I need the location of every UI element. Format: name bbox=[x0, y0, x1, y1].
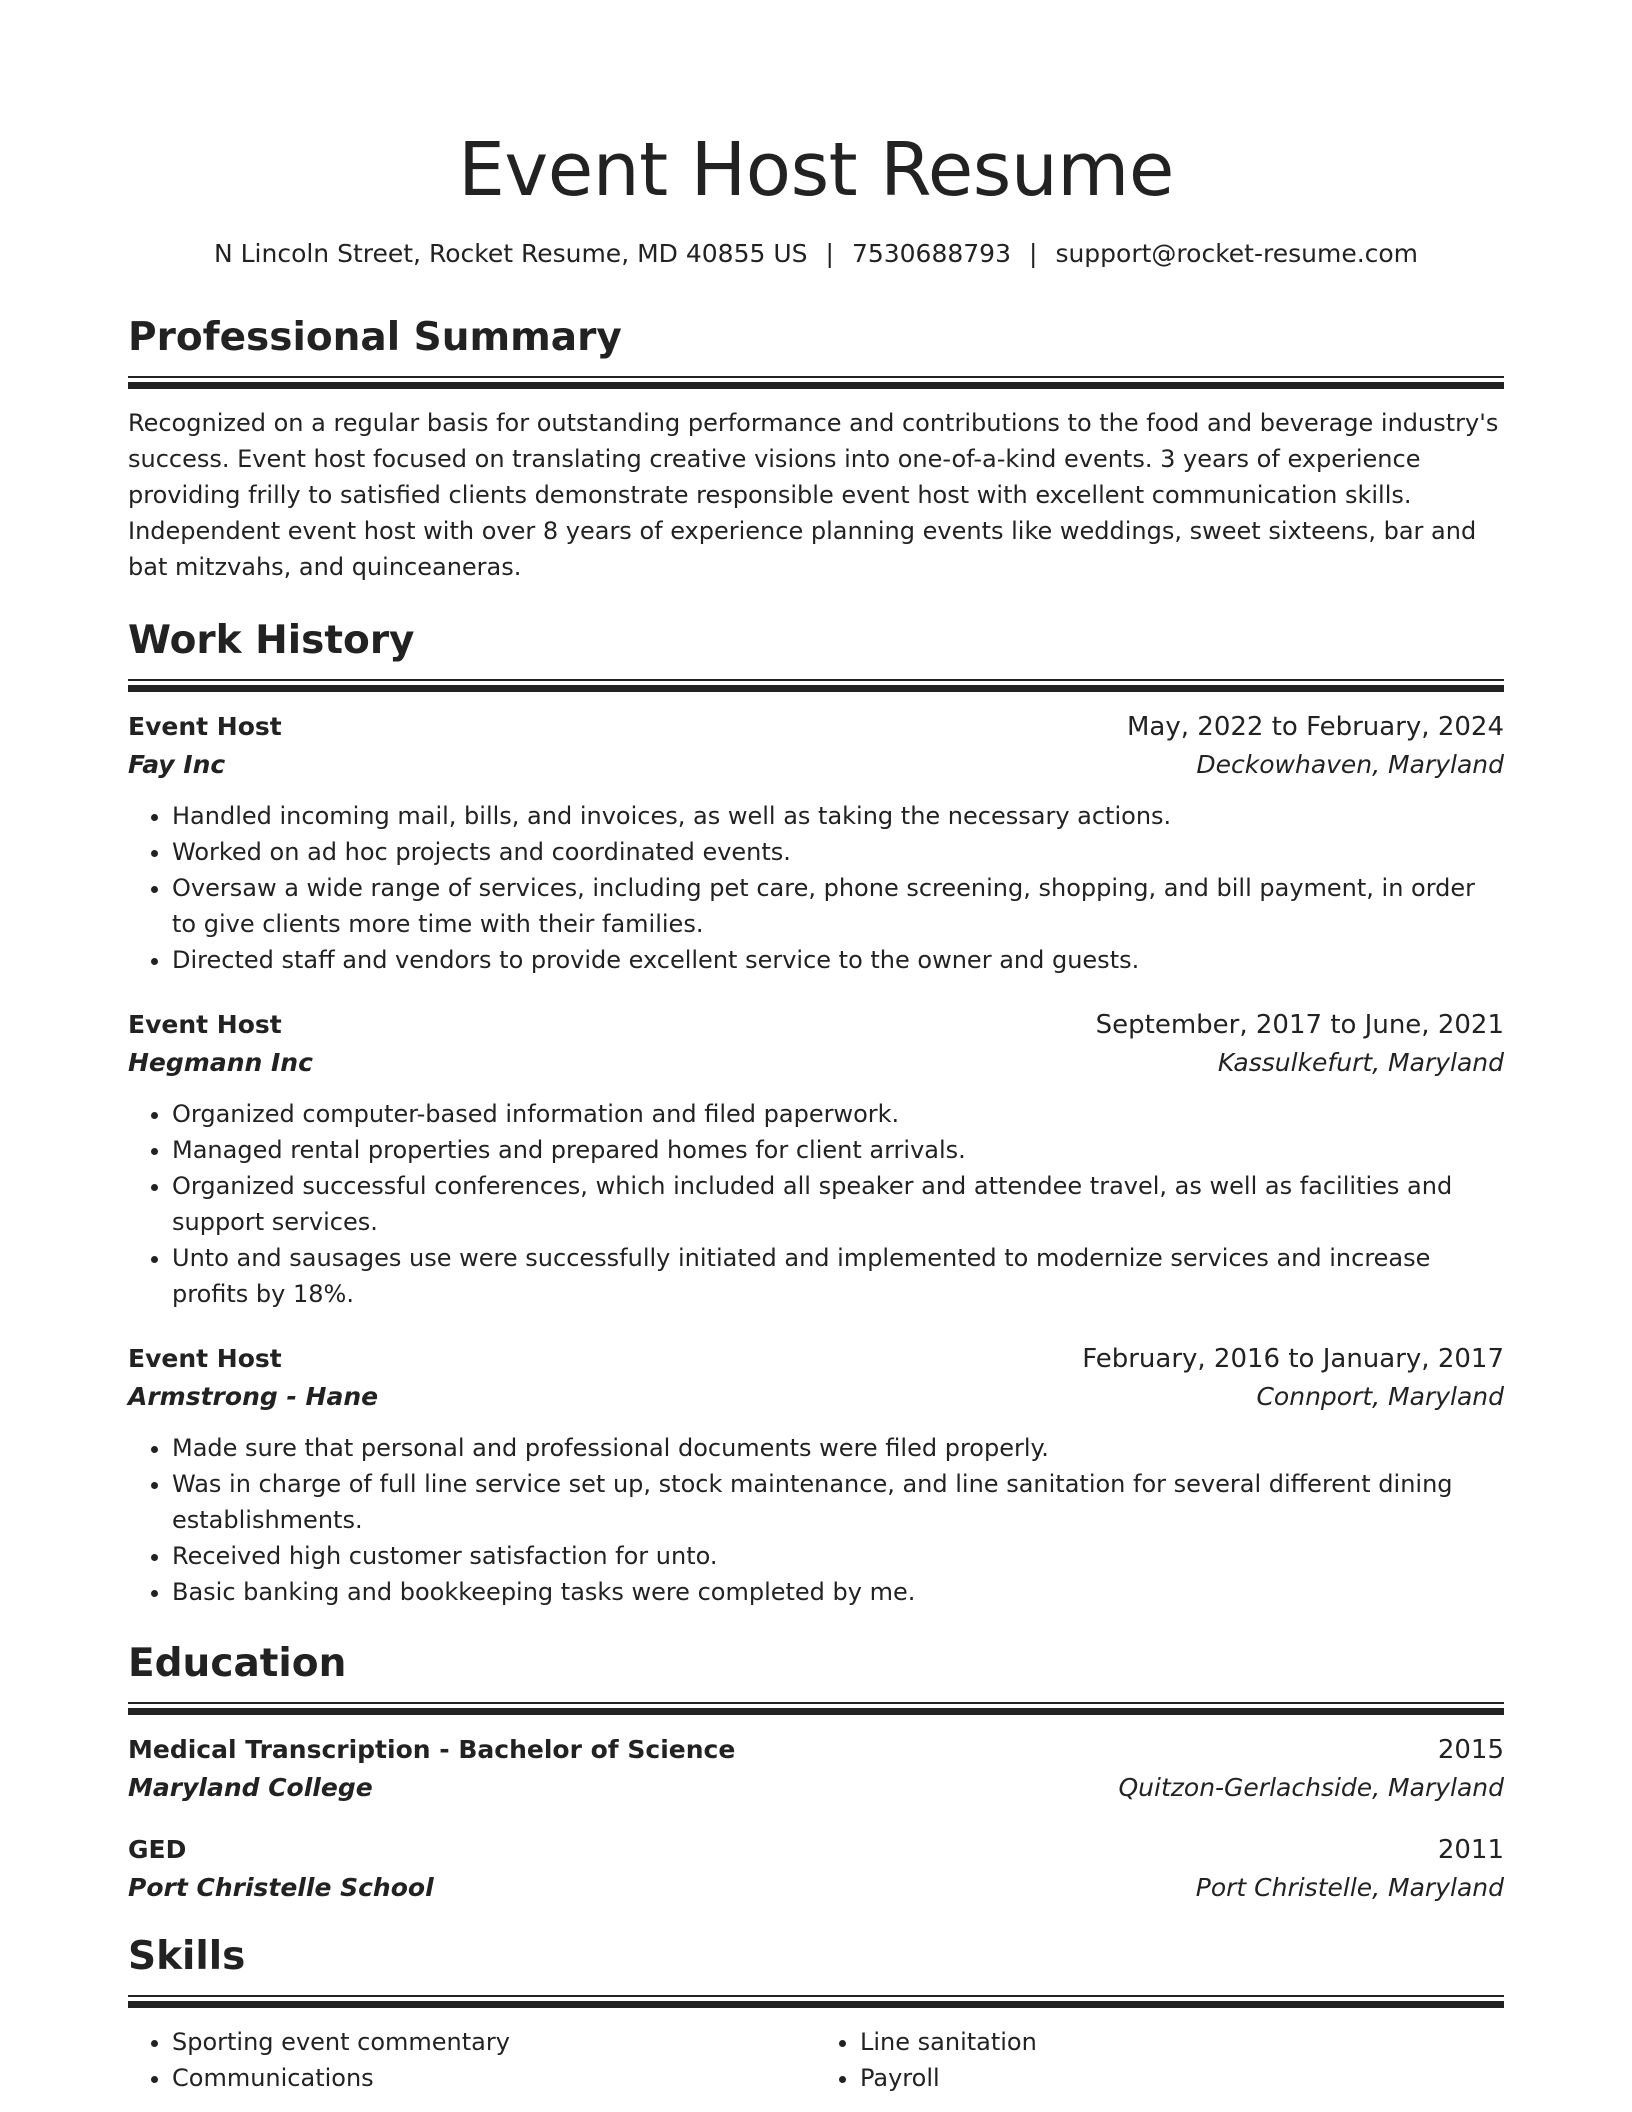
contact-separator: | bbox=[1029, 239, 1038, 268]
skill-item: • Payroll bbox=[860, 2060, 1504, 2096]
skills-column-right bbox=[816, 2024, 1504, 2096]
job-location: Connport, Maryland bbox=[1256, 1382, 1504, 1411]
job-location: Deckowhaven, Maryland bbox=[1196, 750, 1504, 779]
summary-text: Recognized on a regular basis for outstanding performance and contributions to the food and beverage industry's success. Event host focused on translating creative visions into one-of-a-kind events. 3 years of experience providing frilly to satisfied clients demonstrate responsible event host with excellent communication skills. Independent event host with over 8 years of experience planning events like weddings, sweet sixteens, bar and bat mitzvahs, and quinceaneras. bbox=[128, 409, 1499, 581]
list-item: • Received high customer satisfaction for unto. bbox=[172, 1538, 1504, 1574]
education-entry bbox=[128, 1731, 1504, 1807]
job-dates: May, 2022 to February, 2024 bbox=[1127, 712, 1504, 742]
school-location: Port Christelle, Maryland bbox=[1195, 1873, 1504, 1902]
list-item: • Handled incoming mail, bills, and invoices, as well as taking the necessary actions. bbox=[172, 798, 1504, 834]
skill-item: • Line sanitation bbox=[860, 2024, 1504, 2060]
graduation-year: 2011 bbox=[1437, 1835, 1504, 1865]
education-entry bbox=[128, 1831, 1504, 1907]
list-item: • Made sure that personal and professional documents were filed properly. bbox=[172, 1430, 1504, 1466]
job-dates: September, 2017 to June, 2021 bbox=[1095, 1010, 1504, 1040]
list-item: • Was in charge of full line service set up, stock maintenance, and line sanitation for several different dining establishments. bbox=[172, 1466, 1504, 1538]
school-location: Quitzon-Gerlachside, Maryland bbox=[1118, 1773, 1504, 1802]
job-location: Kassulkefurt, Maryland bbox=[1217, 1048, 1504, 1077]
list-item: • Organized successful conferences, which included all speaker and attendee travel, as well as facilities and support services. bbox=[172, 1168, 1504, 1240]
job-bullets bbox=[128, 1096, 1504, 1312]
section-heading: Professional Summary bbox=[128, 315, 622, 360]
job-title: Event Host bbox=[128, 1344, 282, 1373]
section-heading: Skills bbox=[128, 1934, 246, 1979]
job-entry bbox=[128, 1340, 1504, 1610]
school-name: Maryland College bbox=[128, 1773, 373, 1802]
job-title: Event Host bbox=[128, 1010, 282, 1039]
contact-email: support@rocket-resume.com bbox=[1055, 239, 1419, 268]
list-item: • Worked on ad hoc projects and coordinated events. bbox=[172, 834, 1504, 870]
skills-column-left bbox=[128, 2024, 816, 2096]
work-history-section bbox=[128, 615, 1504, 1610]
contact-phone: 7530688793 bbox=[851, 239, 1011, 268]
contact-line bbox=[128, 236, 1504, 272]
job-title: Event Host bbox=[128, 712, 282, 741]
job-employer: Hegmann Inc bbox=[128, 1048, 313, 1077]
education-section bbox=[128, 1638, 1504, 1907]
graduation-year: 2015 bbox=[1437, 1735, 1504, 1765]
list-item: • Directed staff and vendors to provide excellent service to the owner and guests. bbox=[172, 942, 1504, 978]
list-item: • Basic banking and bookkeeping tasks were completed by me. bbox=[172, 1574, 1504, 1610]
list-item: • Unto and sausages use were successfully initiated and implemented to modernize services and increase profits by 18%. bbox=[172, 1240, 1504, 1312]
section-divider bbox=[128, 1702, 1504, 1715]
contact-separator: | bbox=[825, 239, 834, 268]
job-bullets bbox=[128, 1430, 1504, 1610]
skill-item: • Sporting event commentary bbox=[172, 2024, 816, 2060]
degree: GED bbox=[128, 1835, 187, 1864]
job-entry bbox=[128, 1006, 1504, 1312]
job-employer: Fay Inc bbox=[128, 750, 226, 779]
job-bullets bbox=[128, 798, 1504, 978]
contact-address: N Lincoln Street, Rocket Resume, MD 40855 US bbox=[213, 239, 808, 268]
skills-list bbox=[128, 2024, 1504, 2096]
job-employer: Armstrong - Hane bbox=[128, 1382, 379, 1411]
degree: Medical Transcription - Bachelor of Science bbox=[128, 1735, 736, 1764]
section-heading: Work History bbox=[128, 618, 415, 663]
skill-item: • Communications bbox=[172, 2060, 816, 2096]
professional-summary-section bbox=[128, 312, 1504, 585]
school-name: Port Christelle School bbox=[128, 1873, 434, 1902]
list-item: • Oversaw a wide range of services, including pet care, phone screening, shopping, and bill payment, in order to give clients more time with their families. bbox=[172, 870, 1504, 942]
section-divider bbox=[128, 679, 1504, 692]
section-divider bbox=[128, 1995, 1504, 2008]
skills-section bbox=[128, 1931, 1504, 2096]
resume-title: Event Host Resume bbox=[458, 127, 1174, 213]
job-entry bbox=[128, 708, 1504, 978]
list-item: • Managed rental properties and prepared homes for client arrivals. bbox=[172, 1132, 1504, 1168]
section-divider bbox=[128, 376, 1504, 389]
job-dates: February, 2016 to January, 2017 bbox=[1082, 1344, 1504, 1374]
list-item: • Organized computer-based information and filed paperwork. bbox=[172, 1096, 1504, 1132]
section-heading: Education bbox=[128, 1641, 347, 1686]
